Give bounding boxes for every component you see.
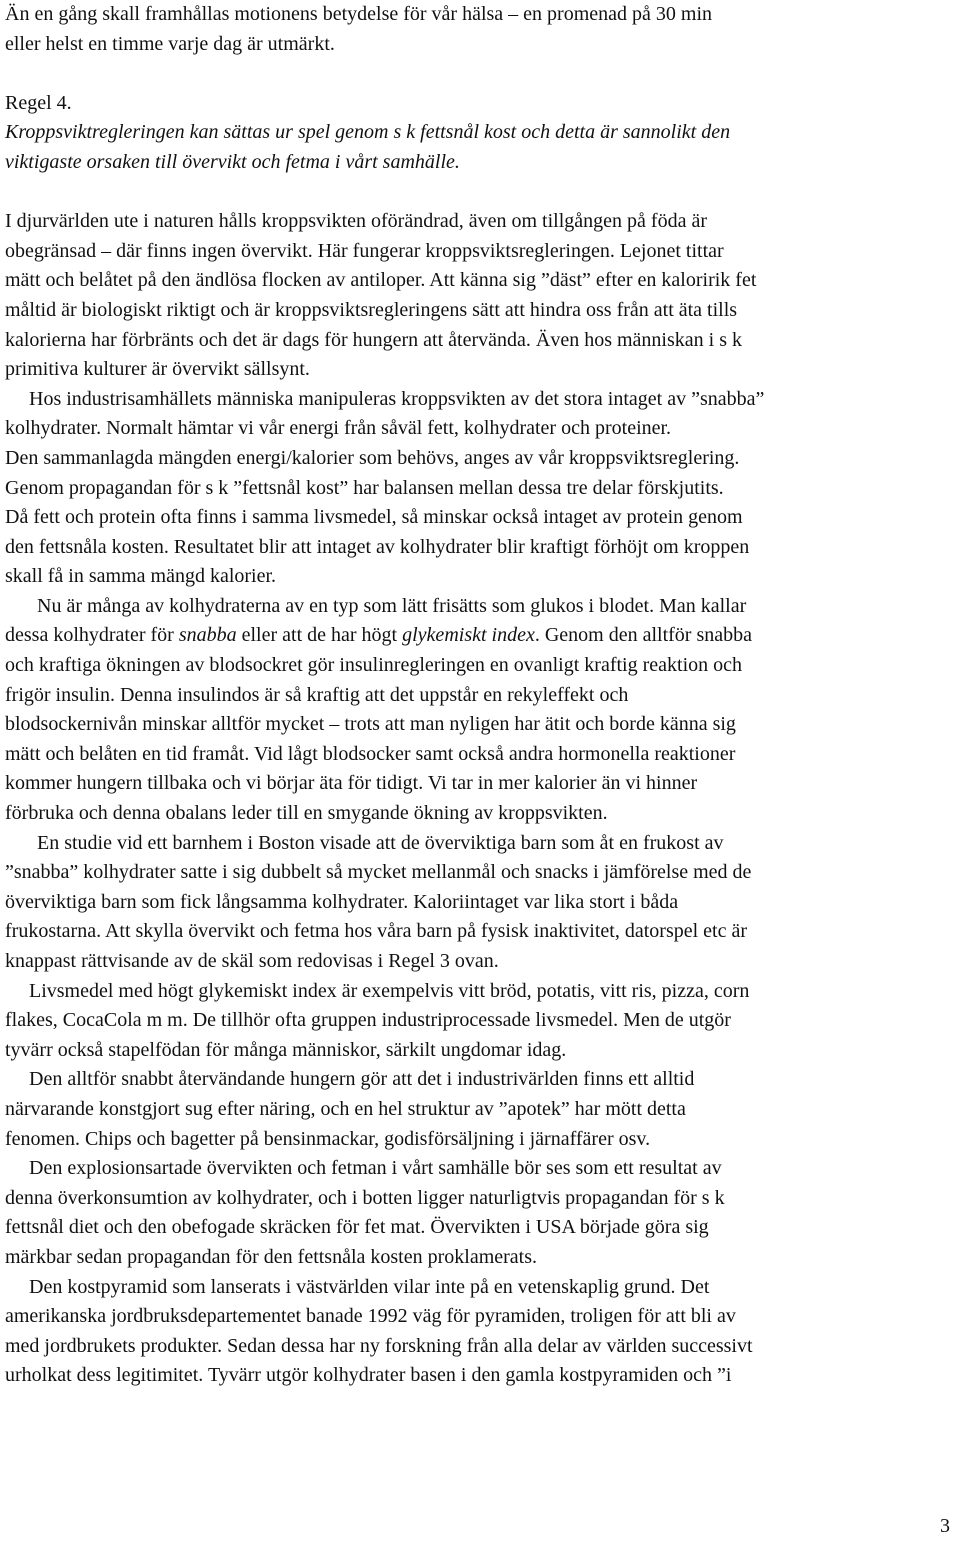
text-line: tyvärr också stapelfödan för många människor, särkilt ungdomar idag. xyxy=(5,1038,567,1061)
text-line: eller helst en timme varje dag är utmärkt. xyxy=(5,32,335,55)
text-line: En studie vid ett barnhem i Boston visade att de överviktiga barn som åt en frukost av xyxy=(37,831,724,854)
text-run: dessa kolhydrater för xyxy=(5,624,179,647)
text-line: och kraftiga ökningen av blodsockret gör insulinregleringen en ovanligt kraftig reaktion och xyxy=(5,654,743,677)
text-line: Då fett och protein ofta finns i samma livsmedel, så minskar också intaget av protein genom xyxy=(5,506,743,529)
section-heading: Regel 4. xyxy=(5,91,72,114)
paragraph-3 xyxy=(5,592,953,829)
blank-line xyxy=(5,178,953,208)
text-line: måltid är biologiskt riktigt och är kroppsviktsregleringens sätt att hindra oss från att äta tills xyxy=(5,298,738,321)
text-line: Den kostpyramid som lanserats i västvärlden vilar inte på en vetenskaplig grund. Det xyxy=(29,1275,710,1298)
text-line: frukostarna. Att skylla övervikt och fetma hos våra barn på fysisk inaktivitet, datorspel etc är xyxy=(5,920,748,943)
italic-term: glykemiskt index xyxy=(402,624,535,647)
text-line: Den alltför snabbt återvändande hungern gör att det i industrivärlden finns ett alltid xyxy=(29,1068,695,1091)
blank-line xyxy=(5,59,953,89)
text-line: Den sammanlagda mängden energi/kalorier som behövs, anges av vår kroppsviktsreglering. xyxy=(5,446,740,469)
paragraph-4 xyxy=(5,829,953,977)
italic-statement-line: Kroppsviktregleringen kan sättas ur spel genom s k fettsnål kost och detta är sannolikt den xyxy=(5,121,731,144)
paragraph-5 xyxy=(5,977,953,1066)
paragraph-7 xyxy=(5,1154,953,1272)
intro-paragraph xyxy=(5,0,953,59)
text-line: Genom propagandan för s k ”fettsnål kost” har balansen mellan dessa tre delar förskjutits. xyxy=(5,476,724,499)
text-line: överviktiga barn som fick långsamma kolhydrater. Kaloriintaget var lika stort i båda xyxy=(5,890,679,913)
text-line: knappast rättvisande av de skäl som redovisas i Regel 3 ovan. xyxy=(5,950,499,972)
text-line: kommer hungern tillbaka och vi börjar äta för tidigt. Vi tar in mer kalorier än vi hinner xyxy=(5,772,698,795)
text-line-mixed xyxy=(5,621,953,651)
text-line: frigör insulin. Denna insulindos är så kraftig att det uppstår en rekyleffekt och xyxy=(5,683,629,706)
text-line: I djurvärlden ute i naturen hålls kroppsvikten oförändrad, även om tillgången på föda är xyxy=(5,210,707,233)
document-page xyxy=(5,0,953,1391)
text-line: skall få in samma mängd kalorier. xyxy=(5,565,277,588)
text-line: Hos industrisamhällets människa manipuleras kroppsvikten av det stora intaget av ”snabba” xyxy=(29,387,765,410)
italic-term: snabba xyxy=(178,624,237,647)
text-line: ”snabba” kolhydrater satte i sig dubbelt så mycket mellanmål och snacks i jämförelse med de xyxy=(5,861,752,884)
regel4-section xyxy=(5,89,953,178)
text-line: blodsockernivån minskar alltför mycket – trots att man nyligen har ätit och borde känna sig xyxy=(5,713,736,736)
text-line: Livsmedel med högt glykemiskt index är exempelvis vitt bröd, potatis, vitt ris, pizza, corn xyxy=(29,979,750,1002)
text-line: med jordbrukets produkter. Sedan dessa har ny forskning från alla delar av världen successivt xyxy=(5,1334,753,1357)
text-line: flakes, CocaCola m m. De tillhör ofta gruppen industriprocessade livsmedel. Men de utgör xyxy=(5,1009,731,1032)
text-line: fenomen. Chips och bagetter på bensinmackar, godisförsäljning i järnaffärer osv. xyxy=(5,1127,651,1150)
page-number: 3 xyxy=(940,1515,950,1537)
text-line: amerikanska jordbruksdepartementet banade 1992 väg för pyramiden, troligen för att bli av xyxy=(5,1305,736,1328)
paragraph-2 xyxy=(5,385,953,592)
text-line: mätt och belåtet på den ändlösa flocken av antiloper. Att känna sig ”däst” efter en kaloririk fet xyxy=(5,269,757,292)
text-run: . Genom den alltför snabba xyxy=(534,624,753,647)
text-line: kolhydrater. Normalt hämtar vi vår energi från såväl fett, kolhydrater och proteiner. xyxy=(5,417,672,440)
text-line: denna överkonsumtion av kolhydrater, och i botten ligger naturligtvis propagandan för s k xyxy=(5,1186,725,1209)
text-line: mätt och belåten en tid framåt. Vid lågt blodsocker samt också andra hormonella reaktioner xyxy=(5,742,736,765)
paragraph-1 xyxy=(5,207,953,385)
paragraph-8 xyxy=(5,1273,953,1391)
text-line: primitiva kulturer är övervikt sällsynt. xyxy=(5,358,310,381)
text-line: Än en gång skall framhållas motionens betydelse för vår hälsa – en promenad på 30 min xyxy=(5,3,713,25)
text-line: urholkat dess legitimitet. Tyvärr utgör kolhydrater basen i den gamla kostpyramiden och ”i xyxy=(5,1364,732,1387)
text-line: närvarande konstgjort sug efter näring, och en hel struktur av ”apotek” har mött detta xyxy=(5,1097,686,1120)
text-line: förbruka och denna obalans leder till en smygande ökning av kroppsvikten. xyxy=(5,802,608,825)
text-run: eller att de har högt xyxy=(236,624,403,647)
italic-statement-line: viktigaste orsaken till övervikt och fetma i vårt samhälle. xyxy=(5,150,460,173)
text-line: kalorierna har förbränts och det är dags för hungern att återvända. Även hos människan i s k xyxy=(5,328,742,351)
text-line: den fettsnåla kosten. Resultatet blir att intaget av kolhydrater blir kraftigt förhöjt om kroppen xyxy=(5,535,750,558)
text-line: Den explosionsartade övervikten och fetman i vårt samhälle bör ses som ett resultat av xyxy=(29,1157,722,1180)
text-line: märkbar sedan propagandan för den fettsnåla kosten proklamerats. xyxy=(5,1245,538,1268)
text-line: fettsnål diet och den obefogade skräcken för fet mat. Övervikten i USA började göra sig xyxy=(5,1216,709,1239)
text-line: obegränsad – där finns ingen övervikt. Här fungerar kroppsviktsregleringen. Lejonet tittar xyxy=(5,239,724,262)
paragraph-6 xyxy=(5,1065,953,1154)
text-line: Nu är många av kolhydraterna av en typ som lätt frisätts som glukos i blodet. Man kallar xyxy=(37,594,747,617)
